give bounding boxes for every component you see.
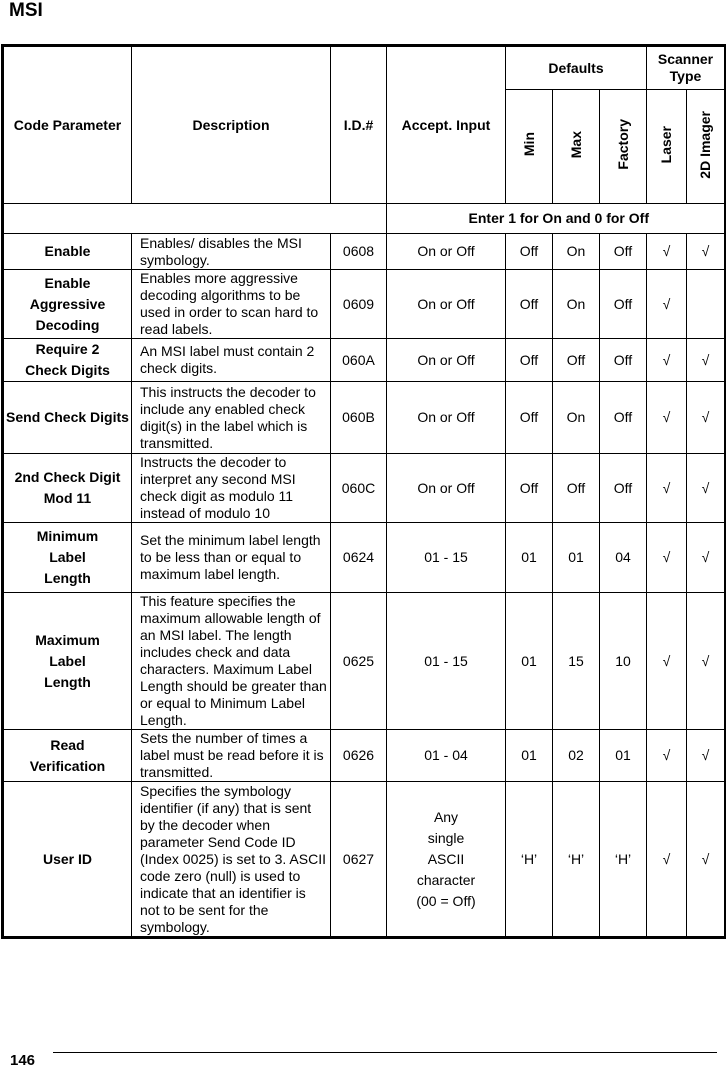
header-scanner-type: Scanner Type (647, 46, 726, 90)
id-cell: 060C (331, 454, 387, 523)
code-parameter-line: Verification (29, 757, 106, 774)
description-cell: Sets the number of times a label must be read before it is transmitted. (132, 730, 331, 782)
laser-check-cell: √ (647, 593, 687, 730)
description-cell: Specifies the symbology identifier (if any) that is sent by the decoder when parameter Send Code ID (Index 0025) is set to 3. ASCII code zero (null) is used to indicate that an identifier is not to be sent for the symbology. (132, 782, 331, 938)
description-cell: Instructs the decoder to interpret any second MSI check digit as modulo 11 instead of modulo 10 (132, 454, 331, 523)
accept-input-line: character (416, 871, 476, 888)
imager-check-cell: √ (687, 523, 726, 593)
header-2d-imager (687, 90, 726, 204)
factory-cell: ‘H’ (600, 782, 647, 938)
accept-input-cell (387, 782, 506, 938)
table-row (3, 593, 726, 730)
header-max-label: Max (567, 130, 584, 159)
header-laser (647, 90, 687, 204)
laser-check-cell: √ (647, 234, 687, 270)
header-laser-label: Laser (658, 125, 674, 164)
code-parameter-line: Enable (44, 274, 91, 291)
code-parameter-line: Send Check Digits (6, 409, 129, 425)
id-cell: 0626 (331, 730, 387, 782)
accept-input-line: On or Off (417, 409, 475, 425)
table-row (3, 523, 726, 593)
min-cell: Off (506, 339, 553, 382)
max-cell: On (553, 270, 600, 339)
id-cell: 060A (331, 339, 387, 382)
code-parameter-cell (3, 782, 132, 938)
code-parameter-line: Check Digits (25, 362, 110, 378)
header-factory (600, 90, 647, 204)
imager-check-cell: √ (687, 454, 726, 523)
id-cell: 0625 (331, 593, 387, 730)
min-cell: Off (506, 382, 553, 454)
code-parameter-line: Label (49, 652, 86, 669)
laser-check-cell: √ (647, 782, 687, 938)
accept-input-line: On or Off (417, 351, 475, 368)
header-max (553, 90, 600, 204)
header-factory-label: Factory (614, 119, 631, 170)
accept-input-line: 01 - 15 (424, 549, 468, 565)
header-description: Description (132, 46, 331, 204)
max-cell: 15 (553, 593, 600, 730)
laser-check-cell: √ (647, 339, 687, 382)
header-min (506, 90, 553, 204)
accept-input-line: single (427, 829, 465, 846)
description-cell: Set the minimum label length to be less than or equal to maximum label length. (132, 523, 331, 593)
imager-check-cell: √ (687, 593, 726, 730)
accept-input-line: On or Off (417, 479, 475, 496)
imager-check-cell: √ (687, 782, 726, 938)
id-cell: 0627 (331, 782, 387, 938)
accept-input-cell (387, 454, 506, 523)
accept-input-cell (387, 523, 506, 593)
code-parameter-line: Enable (44, 243, 91, 259)
accept-input-line: Any (433, 808, 459, 825)
laser-check-cell: √ (647, 454, 687, 523)
table-row (3, 270, 726, 339)
max-cell: 01 (553, 523, 600, 593)
min-cell: Off (506, 270, 553, 339)
accept-input-cell (387, 593, 506, 730)
code-parameter-cell (3, 270, 132, 339)
page-number: 146 (10, 1052, 36, 1069)
code-parameter-cell (3, 593, 132, 730)
code-parameter-cell (3, 382, 132, 454)
code-parameter-cell (3, 454, 132, 523)
imager-check-cell: √ (687, 339, 726, 382)
header-min-label: Min (520, 132, 537, 157)
code-parameter-cell (3, 339, 132, 382)
code-parameter-line: Label (49, 549, 86, 565)
laser-check-cell: √ (647, 523, 687, 593)
description-cell: An MSI label must contain 2 check digits. (132, 339, 331, 382)
description-cell: This instructs the decoder to include any enabled check digit(s) in the label which is transmitted. (132, 382, 331, 454)
code-parameter-line: 2nd Check Digit Mod 11 (14, 469, 121, 506)
code-parameter-line: Length (44, 570, 91, 586)
imager-check-cell: √ (687, 234, 726, 270)
accept-input-cell (387, 234, 506, 270)
code-parameter-cell (3, 523, 132, 593)
laser-check-cell: √ (647, 270, 687, 339)
code-parameter-line: Aggressive (29, 295, 106, 312)
factory-cell: Off (600, 454, 647, 523)
table-row (3, 454, 726, 523)
id-cell: 0624 (331, 523, 387, 593)
table-row (3, 339, 726, 382)
factory-cell: 04 (600, 523, 647, 593)
accept-input-cell (387, 270, 506, 339)
page-title: MSI (9, 0, 43, 21)
code-parameter-line: Decoding (35, 316, 100, 333)
table-row (3, 782, 726, 938)
accept-input-line: On or Off (417, 243, 475, 259)
id-cell: 0608 (331, 234, 387, 270)
min-cell: ‘H’ (506, 782, 553, 938)
accept-input-line: (00 = Off) (416, 892, 476, 909)
imager-check-cell: √ (687, 382, 726, 454)
band-note: Enter 1 for On and 0 for Off (387, 204, 726, 234)
band-spacer (3, 204, 387, 234)
max-cell: On (553, 382, 600, 454)
accept-input-line: 01 - 04 (424, 747, 468, 763)
min-cell: 01 (506, 593, 553, 730)
header-defaults: Defaults (506, 46, 647, 90)
max-cell: Off (553, 339, 600, 382)
accept-input-cell (387, 339, 506, 382)
factory-cell: Off (600, 339, 647, 382)
accept-input-cell (387, 382, 506, 454)
band-row (3, 204, 726, 234)
msi-parameter-table (1, 44, 726, 939)
imager-check-cell (687, 270, 726, 339)
factory-cell: Off (600, 382, 647, 454)
max-cell: ‘H’ (553, 782, 600, 938)
table-row (3, 382, 726, 454)
table-body (3, 234, 726, 938)
id-cell: 060B (331, 382, 387, 454)
table-row (3, 234, 726, 270)
code-parameter-line: Length (44, 673, 91, 690)
laser-check-cell: √ (647, 730, 687, 782)
code-parameter-line: User ID (42, 850, 93, 867)
laser-check-cell: √ (647, 382, 687, 454)
min-cell: 01 (506, 523, 553, 593)
max-cell: Off (553, 454, 600, 523)
imager-check-cell: √ (687, 730, 726, 782)
code-parameter-line: Require 2 (35, 341, 100, 357)
header-accept-input: Accept. Input (387, 46, 506, 204)
code-parameter-cell (3, 234, 132, 270)
max-cell: 02 (553, 730, 600, 782)
factory-cell: Off (600, 234, 647, 270)
min-cell: Off (506, 454, 553, 523)
min-cell: 01 (506, 730, 553, 782)
description-cell: This feature specifies the maximum allowable length of an MSI label. The length includes check and data characters. Maximum Label Length should be greater than or equal to Minimum Label Length. (132, 593, 331, 730)
accept-input-cell (387, 730, 506, 782)
factory-cell: 10 (600, 593, 647, 730)
code-parameter-line: Minimum (36, 528, 99, 544)
header-row-top (3, 46, 726, 90)
accept-input-line: 01 - 15 (424, 652, 468, 669)
table-row (3, 730, 726, 782)
min-cell: Off (506, 234, 553, 270)
max-cell: On (553, 234, 600, 270)
id-cell: 0609 (331, 270, 387, 339)
header-2d-imager-label: 2D Imager (697, 110, 713, 179)
header-code-parameter: Code Parameter (3, 46, 132, 204)
footer-rule (53, 1052, 717, 1053)
factory-cell: Off (600, 270, 647, 339)
accept-input-line: On or Off (417, 295, 475, 312)
header-id: I.D.# (331, 46, 387, 204)
code-parameter-cell (3, 730, 132, 782)
code-parameter-line: Read (50, 736, 85, 753)
description-cell: Enables/ disables the MSI symbology. (132, 234, 331, 270)
factory-cell: 01 (600, 730, 647, 782)
accept-input-line: ASCII (427, 850, 465, 867)
code-parameter-line: Maximum (35, 631, 100, 648)
description-cell: Enables more aggressive decoding algorithms to be used in order to scan hard to read labels. (132, 270, 331, 339)
